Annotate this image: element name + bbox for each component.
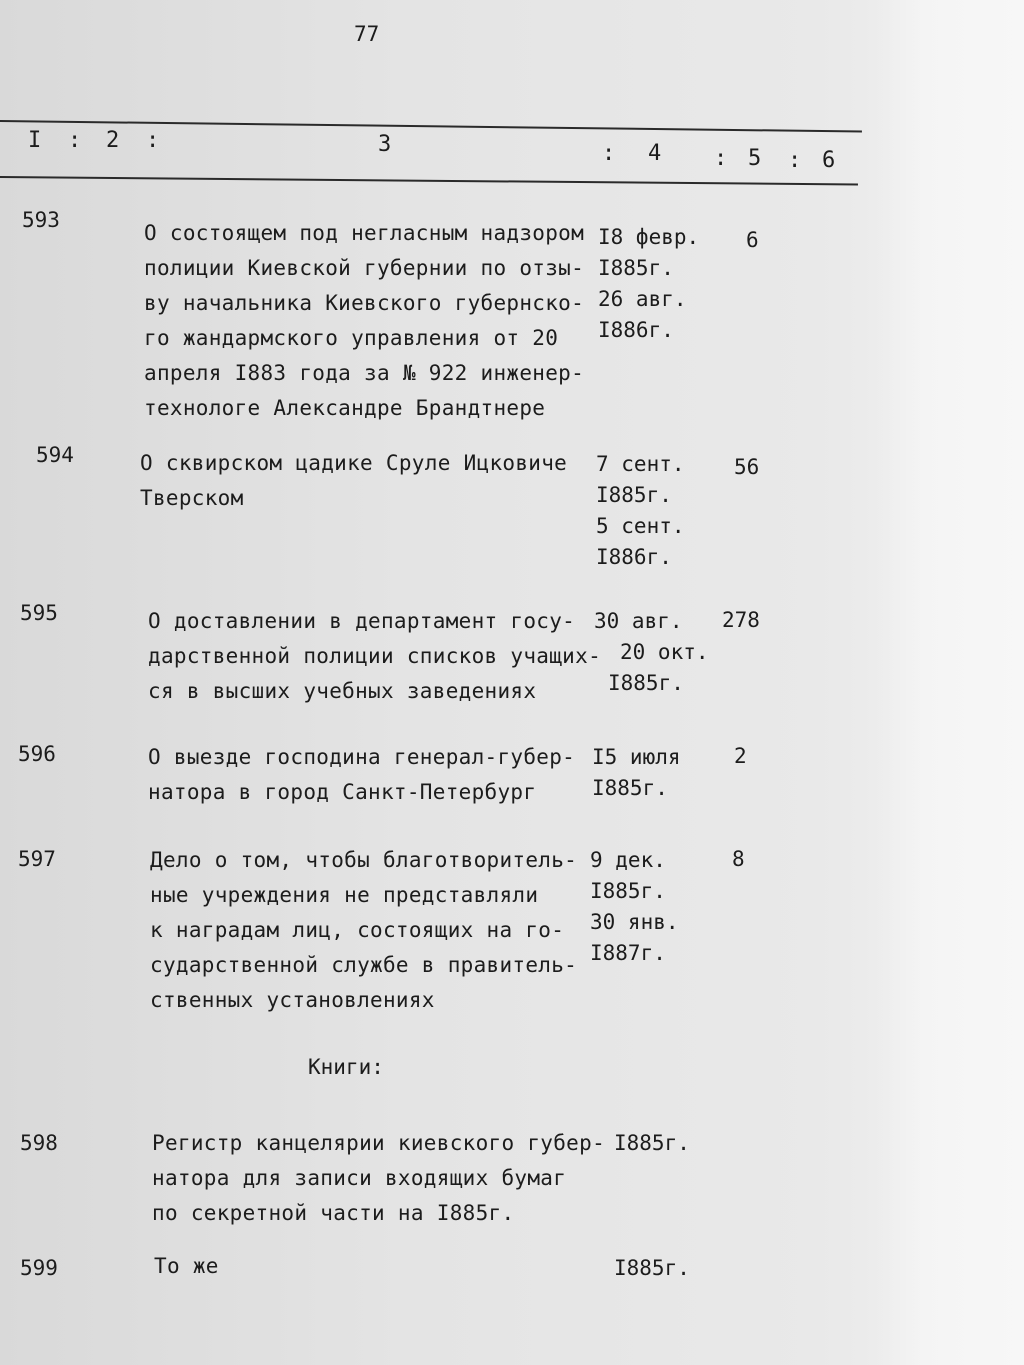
entry-sheet-count: 8 xyxy=(732,847,745,871)
entry-dates xyxy=(598,222,699,346)
entry-date: I886г. xyxy=(598,318,674,342)
entry-title-line: технологе Александре Брандтнере xyxy=(144,396,546,420)
entry-date: I886г. xyxy=(596,545,672,569)
entry-number: 594 xyxy=(36,443,74,467)
entry-date: I885г. xyxy=(592,776,668,800)
entry-title-line: О выезде господина генерал-губер- xyxy=(148,745,576,769)
entry-title-line: О доставлении в департамент госу- xyxy=(148,609,576,633)
entry-sheet-count: 56 xyxy=(734,455,760,479)
entry-date: I885г. xyxy=(614,1131,690,1155)
entry-title-line: сударственной службе в правитель- xyxy=(150,953,578,977)
entry-dates xyxy=(614,1128,690,1159)
entry-sheet-count: 2 xyxy=(734,744,747,768)
entry-date: I887г. xyxy=(590,941,666,965)
column-3-label: 3 xyxy=(378,132,392,157)
entry-title-line: натора в город Санкт-Петербург xyxy=(148,780,537,804)
entry-dates xyxy=(592,742,681,804)
entry-number: 597 xyxy=(18,847,56,871)
entry-title-line: О состоящем под негласным надзором xyxy=(144,221,585,245)
entry-title-line: натора для записи входящих бумаг xyxy=(152,1166,567,1190)
entry-number: 598 xyxy=(20,1131,58,1155)
page-number: 77 xyxy=(354,22,380,46)
entry-title xyxy=(154,1249,219,1284)
entry-dates xyxy=(590,845,679,969)
entry-title xyxy=(148,740,575,810)
column-separator: : xyxy=(788,148,802,173)
entry-date: 9 дек. xyxy=(590,848,666,872)
column-separator: : xyxy=(602,141,616,166)
header-top-rule xyxy=(0,120,862,133)
entry-number: 593 xyxy=(22,208,60,232)
entry-date: 5 сент. xyxy=(596,514,685,538)
entry-title-line: О сквирском цадике Сруле Ицковиче xyxy=(140,451,568,475)
entry-title-line: Регистр канцелярии киевского губер- xyxy=(152,1131,606,1155)
entry-date: 30 авг. xyxy=(594,609,683,633)
entry-title-line: дарственной полиции списков учащих- xyxy=(148,644,602,668)
entry-title-line: полиции Киевской губернии по отзы- xyxy=(144,256,585,280)
entry-title-line: ву начальника Киевского губернско- xyxy=(144,291,585,315)
section-heading: Книги: xyxy=(308,1055,384,1079)
entry-date: I885г. xyxy=(590,879,666,903)
entry-title-line: по секретной части на I885г. xyxy=(152,1201,515,1225)
entry-dates xyxy=(614,1253,690,1284)
entry-sheet-count: 6 xyxy=(746,228,759,252)
entry-date: I885г. xyxy=(596,483,672,507)
entry-title-line: ственных установлениях xyxy=(150,988,435,1012)
column-1-label: I xyxy=(28,128,42,153)
entry-date: 20 окт. xyxy=(620,640,709,664)
entry-title xyxy=(150,843,577,1018)
entry-number: 599 xyxy=(20,1256,58,1280)
entry-date: I885г. xyxy=(614,1256,690,1280)
entry-title-line: ся в высших учебных заведениях xyxy=(148,679,537,703)
entry-number: 595 xyxy=(20,601,58,625)
entry-title xyxy=(152,1126,605,1231)
column-separator: : xyxy=(714,146,728,171)
entry-title xyxy=(144,216,584,426)
entry-title xyxy=(148,604,601,709)
entry-number: 596 xyxy=(18,742,56,766)
entry-date: 7 сент. xyxy=(596,452,685,476)
header-bottom-rule xyxy=(0,176,858,185)
column-separator: : xyxy=(68,128,82,153)
column-separator: : xyxy=(146,128,160,153)
column-5-label: 5 xyxy=(748,146,762,171)
entry-title-line: Тверском xyxy=(140,486,244,510)
entry-title-line: апреля I883 года за № 922 инженер- xyxy=(144,361,585,385)
entry-date: 26 авг. xyxy=(598,287,687,311)
entry-title xyxy=(140,446,567,516)
entry-title-line: Дело о том, чтобы благотворитель- xyxy=(150,848,578,872)
entry-title-line: к наградам лиц, состоящих на го- xyxy=(150,918,565,942)
page-edge xyxy=(874,0,1024,1365)
entry-date: I885г. xyxy=(608,671,684,695)
column-2-label: 2 xyxy=(106,128,120,153)
entry-title-line: То же xyxy=(154,1254,219,1278)
entry-dates xyxy=(596,449,685,573)
entry-sheet-count: 278 xyxy=(722,608,760,632)
entry-title-line: ные учреждения не представляли xyxy=(150,883,539,907)
entry-date: I8 февр. xyxy=(598,225,700,249)
column-4-label: 4 xyxy=(648,141,662,166)
entry-date: I885г. xyxy=(598,256,674,280)
entry-dates xyxy=(594,606,709,699)
entry-title-line: го жандармского управления от 20 xyxy=(144,326,559,350)
entry-date: I5 июля xyxy=(592,745,681,769)
column-6-label: 6 xyxy=(822,148,836,173)
entry-date: 30 янв. xyxy=(590,910,679,934)
